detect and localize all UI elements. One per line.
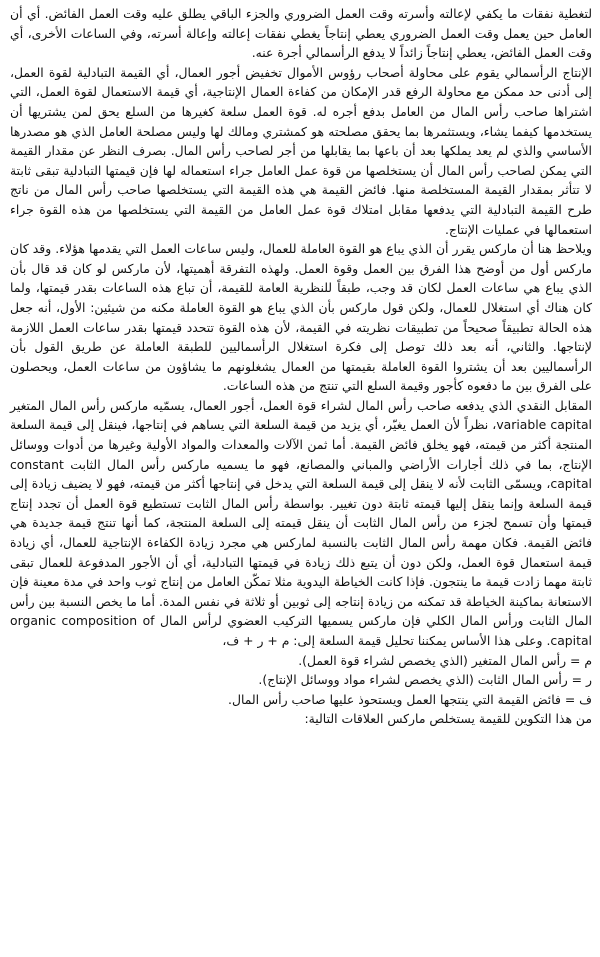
paragraph-variable-constant-capital: المقابل النقدي الذي يدفعه صاحب رأس المال لشراء قوة العمل، أجور العمال، يسمّيه ماركس رأس المال المتغير variable capital، نظراً لأن العمل يغيّر، أي يزيد من قيمة السلعة التي يساهم في إنتاجها، فينقل إلى قيمة السلعة المنتجة أكثر من قيمته، فهو يخلق فائض القيمة. أما ثمن الآلات والمعدات والمواد الأولية وغيرها من أدوات ووسائل الإنتاج، بما في ذلك أجارات الأراضي والمباني والمصانع، فهو ما يسميه ماركس رأس المال الثابت constant capital، ويسمّى الثابت لأنه لا ينقل إلى قيمة السلعة التي يدخل في إنتاجها أكثر من قيمته، فهو لا يضيف زيادة إلى قيمة السلعة وإنما ينقل إليها قيمته ثابتة دون تغيير. بواسطة رأس المال الثابت تستطيع قوة العمل أن تجدد إنتاج قيمتها وأن تسمح لجزء من رأس المال الثابت أن ينقل قيمته إلى السلعة المنتجة، كما أنها تنتج قيمة جديدة هي فائض القيمة. فكان مهمة رأس المال الثابت بالنسبة لماركس هي مجرد زيادة الكفاءة الإنتاجية للعمال، أي زيادة قيمة استعمال قوة العمل، ولكن دون أن يتبع ذلك زيادة في قيمتها التبادلية، أي أن الأجور المدفوعة للعمال تبقى ثابتة مهما زادت قيمة ما ينتجون. فإذا كانت الخياطة اليدوية مثلا تمكّن العامل من إنتاج ثوب واحد في مدة معينة فإن الاستعانة بماكينة الخياطة قد تمكنه من زيادة إنتاجه إلى ثوبين أو ثلاثة في نفس المدة. أما ما يخص النسبة بين رأس المال الثابت ورأس المال الكلي فإن ماركس يسميها التركيب العضوي لرأس المال organic composition of capital. وعلى هذا الأساس يمكننا تحليل قيمة السلعة إلى: م + ر + ف، [10, 397, 592, 648]
definition-surplus-value: ف = فائض القيمة التي ينتجها العمل ويستحوذ عليها صاحب رأس المال. [228, 691, 592, 707]
paragraph-capitalist-production: الإنتاج الرأسمالي يقوم على محاولة أصحاب رؤوس الأموال تخفيض أجور العمال، أي القيمة التبادلية لقوة العمل، إلى أدنى حد ممكن مع محاولة الرفع قدر الإمكان من كفاءة العمال الإنتاجية، أي قيمة الاستعمال لقوة العمل، التي اشتراها صاحب رأس المال من العامل بدفع أجره له. قوة العمل سلعة كغيرها من السلع يحق لمن يشتريها أن يستخدمها كيفما يشاء، ويستثمرها بما يحقق مصلحته هو كمشتري ومالك لها وليس مصلحة العامل الذي هو مصدرها الأساسي والذي لم يعد يملكها بعد أن باعها بما يقابلها من أجر لصاحب رأس المال. بصرف النظر عن مقدار القيمة التي يمكن لصاحب رأس المال أن يستخلصها من قوة عمل العامل جراء استعماله لها فإن قيمتها التبادلية تبقى ثابتة لا تتأثر بمقدار القيمة المستخلصة منها. فائض القيمة هي هذه القيمة التي يستخلصها صاحب رأس المال من ناتج طرح القيمة التبادلية التي يدفعها مقابل امتلاك قوة عمل العامل من القيمة التي يستخلصها من هذه القوة جراء استعمالها في عمليات الإنتاج. [10, 64, 592, 237]
paragraph-labor-power: ويلاحظ هنا أن ماركس يقرر أن الذي يباع هو القوة العاملة للعمال، وليس ساعات العمل التي يقدمها هؤلاء. وقد كان ماركس أول من أوضح هذا الفرق بين العمل وقوة العمل. ولهذه التفرقة أهميتها، لأن ماركس لو كان قد قال بأن الذي يباع هي ساعات العمل لكان قد وجب، طبقاً للنظرية العامة للقيمة، أن تباع هذه الساعات بقدر قيمتها، ولما كان هناك أي استغلال للعمال، ولكن قول ماركس بأن الذي يباع هو القوة العاملة مكنه من شيئين: الأول، أنه جعل هذه الحالة تطبيقاً صحيحاً من تطبيقات نظريته في القيمة، لأن هذه القوة تتحدد قيمتها بقدر ساعات العمل اللازمة لإنتاجها. والثاني، أنه بعد ذلك توصل إلى فكرة استغلال الرأسماليين للطبقة العاملة عن طريق القول بأن الرأسماليين بعد أن يشتروا القوة العاملة بقيمتها من العمال يشغلونهم ما يشاؤون من ساعات العمل، ويحصلون على الفرق بين ما دفعوه كأجور وقيمة السلع التي تنتج من هذه الساعات. [10, 241, 592, 394]
definition-constant-capital: ر = رأس المال الثابت (الذي يخصص لشراء مواد ووسائل الإنتاج). [258, 672, 592, 688]
closing-line: من هذا التكوين للقيمة يستخلص ماركس العلاقات التالية: [304, 711, 592, 727]
paragraph-necessary-labor: لتغطية نفقات ما يكفي لإعالته وأسرته وقت العمل الضروري والجزء الباقي يطلق عليه وقت العمل الفائض. أي أن العامل حين يعمل وقت العمل الضروري يعطي إنتاجاً يغطي نفقات إعالته وإعالة أسرته، وفي الساعات الأخرى، أي وقت العمل الفائض، يعطي إنتاجاً زائداً لا يدفع الرأسمالي أجرة عنه. [10, 6, 592, 61]
definition-variable-capital: م = رأس المال المتغير (الذي يخصص لشراء قوة العمل). [298, 652, 592, 668]
